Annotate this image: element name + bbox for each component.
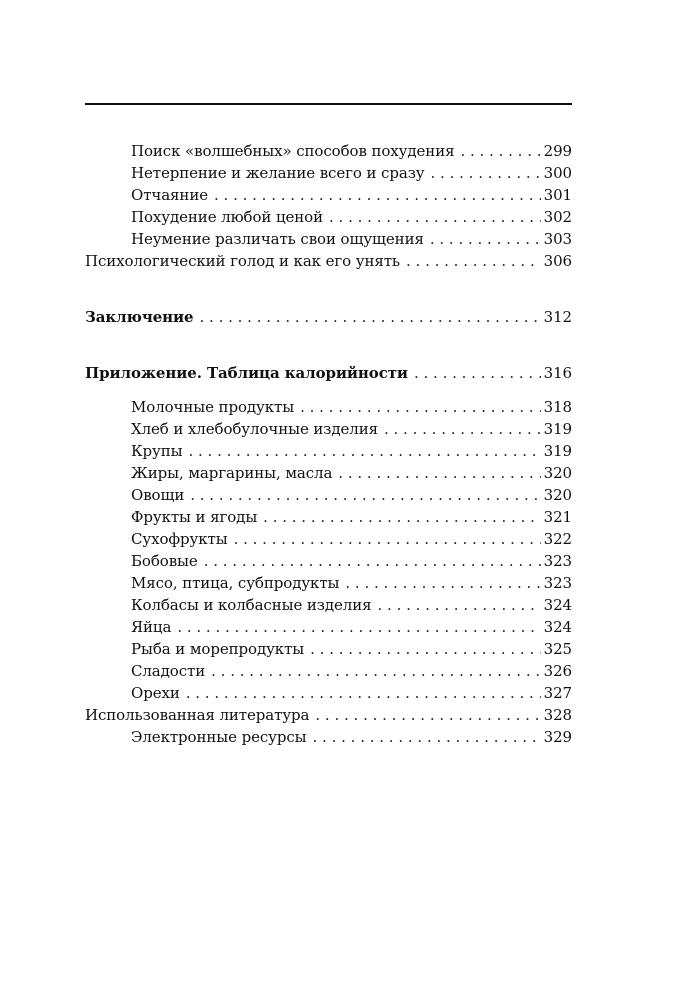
- toc-entry[interactable]: [85, 550, 572, 572]
- toc-entry-page: 302: [543, 208, 572, 226]
- toc-entry-title: Крупы: [131, 442, 183, 460]
- toc-entry-page: 324: [543, 596, 572, 614]
- dot-leader: [378, 594, 541, 616]
- toc-entry-page: 299: [543, 142, 572, 160]
- dot-leader: [313, 726, 541, 748]
- toc-entry[interactable]: [85, 506, 572, 528]
- toc-entry-title: Неумение различать свои ощущения: [131, 230, 424, 248]
- toc-entry-title: Сухофрукты: [131, 530, 228, 548]
- toc-entry-page: 319: [543, 442, 572, 460]
- toc-entry-page: 328: [543, 706, 572, 724]
- spacer: [85, 272, 572, 306]
- toc-entry-page: 325: [543, 640, 572, 658]
- toc-entry[interactable]: [85, 140, 572, 162]
- toc-entry[interactable]: [85, 228, 572, 250]
- toc-entry[interactable]: [85, 528, 572, 550]
- dot-leader: [460, 140, 540, 162]
- dot-leader: [338, 462, 540, 484]
- dot-leader: [315, 704, 540, 726]
- toc-entry-page: 319: [543, 420, 572, 438]
- toc-entry-title: Психологический голод и как его унять: [85, 252, 400, 270]
- toc-entry-title: Сладости: [131, 662, 206, 680]
- toc-entry-title: Бобовые: [131, 552, 198, 570]
- dot-leader: [263, 506, 541, 528]
- toc-entry-title: Яйца: [131, 618, 172, 636]
- toc-entry-page: 312: [543, 308, 572, 326]
- toc-entry-literature[interactable]: [85, 704, 572, 726]
- dot-leader: [234, 528, 541, 550]
- dot-leader: [188, 440, 540, 462]
- toc-entry-title: Рыба и морепродукты: [131, 640, 305, 658]
- dot-leader: [384, 418, 541, 440]
- table-of-contents: [85, 140, 572, 748]
- toc-entry-page: 306: [543, 252, 572, 270]
- toc-entry-page: 320: [543, 464, 572, 482]
- dot-leader: [406, 250, 541, 272]
- toc-entry-title: Мясо, птица, субпродукты: [131, 574, 340, 592]
- dot-leader: [200, 306, 541, 328]
- dot-leader: [204, 550, 541, 572]
- dot-leader: [430, 228, 541, 250]
- dot-leader: [310, 638, 541, 660]
- toc-entry-title: Хлеб и хлебобулочные изделия: [131, 420, 378, 438]
- toc-entry-title: Нетерпение и желание всего и сразу: [131, 164, 425, 182]
- toc-entry[interactable]: [85, 462, 572, 484]
- toc-entry-page: 326: [543, 662, 572, 680]
- toc-entry-page: 300: [543, 164, 572, 182]
- toc-entry-page: 322: [543, 530, 572, 548]
- toc-entry-page: 324: [543, 618, 572, 636]
- dot-leader: [300, 396, 541, 418]
- toc-entry-title: Поиск «волшебных» способов похудения: [131, 142, 455, 160]
- dot-leader: [329, 206, 541, 228]
- spacer: [85, 328, 572, 362]
- toc-entry-title: Электронные ресурсы: [131, 728, 307, 746]
- toc-entry[interactable]: [85, 484, 572, 506]
- toc-entry[interactable]: [85, 162, 572, 184]
- toc-entry-appendix[interactable]: [85, 362, 572, 384]
- toc-entry-title: Использованная литература: [85, 706, 310, 724]
- dot-leader: [211, 660, 541, 682]
- toc-entry-page: 301: [543, 186, 572, 204]
- toc-entry-page: 323: [543, 574, 572, 592]
- toc-entry-conclusion[interactable]: [85, 306, 572, 328]
- toc-entry[interactable]: [85, 184, 572, 206]
- toc-entry-title: Колбасы и колбасные изделия: [131, 596, 372, 614]
- toc-entry-title: Овощи: [131, 486, 185, 504]
- toc-entry[interactable]: [85, 572, 572, 594]
- toc-entry-title: Похудение любой ценой: [131, 208, 324, 226]
- toc-entry-page: 316: [543, 364, 572, 382]
- dot-leader: [190, 484, 540, 506]
- dot-leader: [414, 362, 541, 384]
- toc-entry[interactable]: [85, 206, 572, 228]
- header-rule: [85, 103, 572, 105]
- toc-entry[interactable]: [85, 440, 572, 462]
- toc-entry-page: 323: [543, 552, 572, 570]
- toc-entry[interactable]: [85, 396, 572, 418]
- toc-entry-title: Приложение. Таблица калорийности: [85, 364, 408, 382]
- toc-entry-hunger[interactable]: [85, 250, 572, 272]
- toc-entry-title: Орехи: [131, 684, 180, 702]
- toc-entry-title: Молочные продукты: [131, 398, 295, 416]
- toc-entry[interactable]: [85, 616, 572, 638]
- dot-leader: [214, 184, 541, 206]
- toc-entry[interactable]: [85, 638, 572, 660]
- toc-entry-title: Заключение: [85, 308, 194, 326]
- spacer: [85, 384, 572, 396]
- toc-entry[interactable]: [85, 682, 572, 704]
- toc-entry-page: 321: [543, 508, 572, 526]
- toc-entry-page: 327: [543, 684, 572, 702]
- dot-leader: [186, 682, 541, 704]
- dot-leader: [431, 162, 541, 184]
- toc-entry-page: 318: [543, 398, 572, 416]
- toc-entry[interactable]: [85, 660, 572, 682]
- dot-leader: [345, 572, 540, 594]
- dot-leader: [177, 616, 540, 638]
- toc-entry[interactable]: [85, 418, 572, 440]
- toc-entry-resources[interactable]: [85, 726, 572, 748]
- toc-entry-page: 320: [543, 486, 572, 504]
- toc-entry[interactable]: [85, 594, 572, 616]
- toc-entry-page: 303: [543, 230, 572, 248]
- toc-entry-page: 329: [543, 728, 572, 746]
- toc-entry-title: Фрукты и ягоды: [131, 508, 258, 526]
- toc-entry-title: Отчаяние: [131, 186, 208, 204]
- toc-entry-title: Жиры, маргарины, масла: [131, 464, 333, 482]
